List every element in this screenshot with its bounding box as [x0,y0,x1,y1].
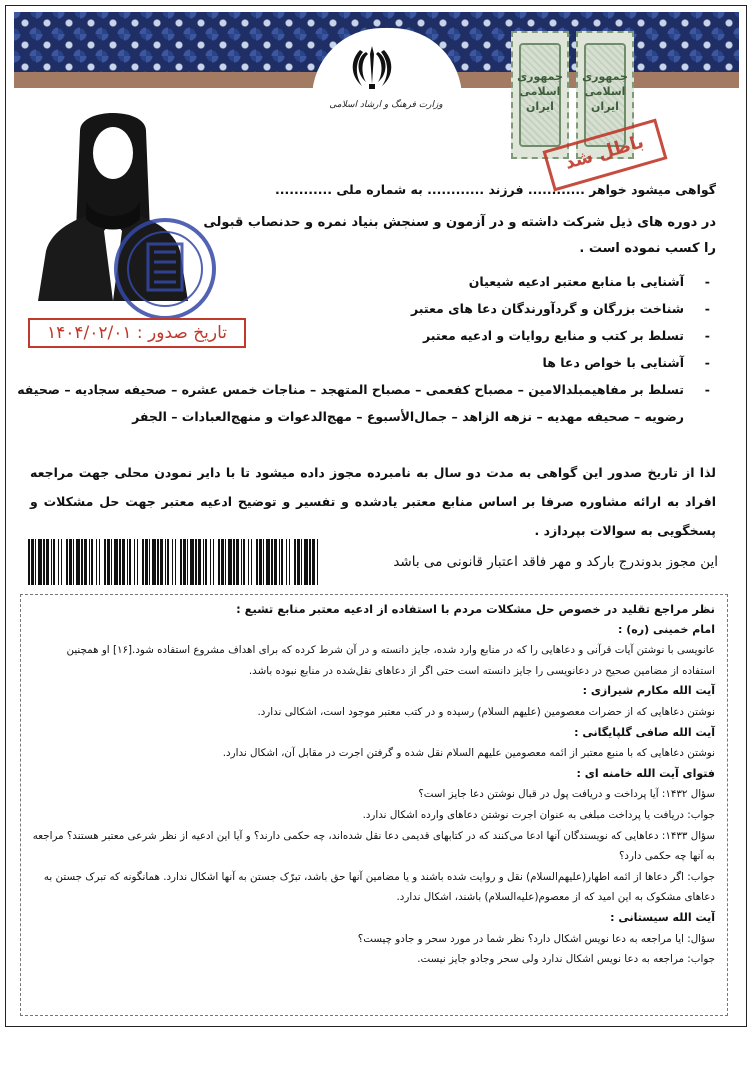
barcode-bar [172,539,173,585]
barcode-bar [134,539,135,585]
barcode-bar [31,539,34,585]
barcode-bar [129,539,131,585]
barcode-bar [167,539,169,585]
barcode-bar [233,539,235,585]
stamp-text: جمهوری اسلامی ایران [517,70,563,113]
barcode-bar [104,539,106,585]
barcode-bar [84,539,87,585]
barcode-bar [61,539,62,585]
barcode-bar [165,539,166,585]
barcode-bar [180,539,182,585]
barcode-bar [286,539,287,585]
barcode-bar [187,539,188,585]
barcode-bar [160,539,163,585]
fatwas-content [31,599,715,970]
barcode-bar [213,539,214,585]
barcode-bar [28,539,30,585]
authority-name: امام خمینی (ره) : [618,622,715,636]
barcode-bar [142,539,144,585]
certificate-page [5,5,747,1027]
ministry-name: وزارت فرهنگ و ارشاد اسلامی [329,100,443,110]
barcode-bar [221,539,224,585]
barcode-bar [294,539,296,585]
fatwa-question: سؤال ۱۴۳۲: آیا پرداخت و دریافت پول در قبال نوشتن دعا جایز است؟ [418,788,715,801]
postage-stamp [511,31,569,159]
cancelled-stamp: باطل شد [542,119,667,192]
barcode-bar [58,539,59,585]
authority-name: آیت الله سیستانی : [610,910,715,924]
barcode-bar [228,539,232,585]
barcode-bar [91,539,93,585]
barcode-bar [149,539,150,585]
barcode-bar [271,539,273,585]
barcode-bar [241,539,242,585]
skill-item: - تسلط بر مفاهیمبلدالامین – مصباح کفعمی – مصباح المتهجد – مناجات خمس عشره – صحیفه سجادیه – صحیفه رضویه – صحیفه مهدیه – نزهه الزاهد – جمال‌الأسبوع – مهج‌الدعوات و منهج‌العبادات – الجفر [16,376,716,430]
fatwa-answer: جواب: مراجعه به دعا نویس اشکال ندارد ولی سحر وجادو جایز نیست. [417,953,715,966]
skills-list [16,268,716,430]
barcode-bar [73,539,74,585]
barcode-bar [127,539,128,585]
fatwa-question: سؤال ۱۴۳۳: دعاهایی که نویسندگان آنها ادعا می‌کنند که در کتابهای قدیمی دعا نقل شده‌اند، چه حکمی دارند؟ و آیا این ادعیه از نظر شرعی معتبر هستند؟ مراجعه به آنها چه حکمی دارد؟ [32,829,715,863]
barcode [26,539,322,585]
fatwa-answer: جواب: اگر دعاها از ائمه اطهار(علیهم‌السلام) نقل و روایت شده باشند و یا مضامین آنها حق باشد، تبرّک جستن به آنها اشکال ندارد. همانگونه که تبرک جستن به دعاهای مشکوک به این امید که از معصوم(علیه‌السلام) باشند، اشکال ندارد. [43,870,715,904]
barcode-bar [69,539,72,585]
issue-date: تاریخ صدور : ۱۴۰۴/۰۲/۰۱ [28,318,246,348]
barcode-bar [195,539,197,585]
barcode-bar [38,539,42,585]
barcode-bar [66,539,68,585]
barcode-bar [263,539,264,585]
barcode-bar [198,539,201,585]
barcode-bar [46,539,49,585]
fatwa-question: سؤال: ایا مراجعه به دعا نویس اشکال دارد؟ نظر شما در مورد سحر و جادو چیست؟ [357,932,715,945]
barcode-bar [96,539,97,585]
barcode-bar [274,539,277,585]
skill-item: - آشنایی با منابع معتبر ادعیه شیعیان [16,268,716,295]
skill-item: - تسلط بر کتب و منابع روایات و ادعیه معتبر [16,322,716,349]
barcode-bar [43,539,45,585]
iran-emblem-icon [352,44,392,90]
barcode-bar [251,539,252,585]
barcode-bar [225,539,226,585]
barcode-bar [53,539,55,585]
authority-name: آیت الله صافی گلپایگانی : [574,725,715,739]
barcode-bar [122,539,125,585]
barcode-bar [243,539,245,585]
barcode-bar [205,539,207,585]
barcode-bar [281,539,283,585]
fatwa-text: عانویسی با نوشتن آیات قرآنی و دعاهایی را که در منابع وارد شده، جایز دانسته و در آن شرط کرده که برای اهداف مشروع استفاده شود.[۱۶] او همچنین استفاده از مضامین صحیح در دعانویسی را جایز دانسته است حتی اگر از دعاهای نقل‌شده در منابع نبوده باشد. [66,644,715,677]
barcode-bar [183,539,186,585]
skill-item: - آشنایی با خواص دعا ها [16,349,716,376]
barcode-bar [259,539,262,585]
barcode-bar [266,539,270,585]
fatwas-box [20,594,728,1016]
barcode-bar [114,539,118,585]
stamp-text: جمهوری اسلامی ایران [582,70,628,113]
fatwa-text: نوشتن دعاهایی که با منبع معتبر از ائمه معصومین علیهم السلام نقل شده و گرفتن اجرت در مقابل آن، اشکال ندارد. [222,747,715,760]
authority-name: آیت الله مکارم شیرازی : [582,684,715,698]
skill-item: - شناخت بزرگان و گردآورندگان دعا های معتبر [16,295,716,322]
barcode-bar [51,539,52,585]
fatwas-title: نظر مراجع تقلید در خصوص حل مشکلات مردم با استفاده از ادعیه معتبر منابع تشیع : [236,602,715,616]
barcode-bar [175,539,176,585]
barcode-bar [137,539,138,585]
barcode-bar [111,539,112,585]
barcode-bar [256,539,258,585]
fatwa-text: نوشتن دعاهایی که از حضرات معصومین (علیهم السلام) رسیده و در کتب معتبر موجود است، اشکالی ندارد. [257,705,715,718]
barcode-bar [76,539,80,585]
certificate-statement: در دوره های ذیل شرکت داشته و در آزمون و سنجش بنیاد نمره و حدنصاب قبولی را کسب نموده است . [203,215,716,256]
barcode-bar [107,539,110,585]
validity-statement: لذا از تاریخ صدور این گواهی به مدت دو سال به نامبرده مجوز داده میشود تا با دایر نمودن محلی جهت مراجعه افراد به ارائه مشاوره صرفا بر اساس منابع معتبر یادشده و تفسیر و توضیح ادعیه معتبر جهت حل مشکلات و پسخگویی به سوالات بپردازد . [30,465,716,538]
barcode-bar [248,539,249,585]
barcode-bar [81,539,83,585]
barcode-bar [152,539,156,585]
barcode-bar [190,539,194,585]
barcode-bar [279,539,280,585]
authority-name: فتوای آیت الله خامنه ای : [576,766,715,780]
barcode-bar [89,539,90,585]
barcode-bar [157,539,159,585]
barcode-bar [218,539,220,585]
barcode-bar [145,539,148,585]
barcode-bar [99,539,100,585]
barcode-bar [236,539,239,585]
barcode-note: این مجوز بدوندرج بارکد و مهر فاقد اعتبار قانونی می باشد [393,554,718,570]
barcode-bar [203,539,204,585]
barcode-bar [35,539,36,585]
barcode-bar [119,539,121,585]
barcode-bar [289,539,290,585]
fatwa-answer: جواب: دریافت یا پرداخت مبلغی به عنوان اجرت نوشتن دعاهای وارده اشکال ندارد. [362,808,715,821]
certificate-intro: گواهی میشود خواهر ............ فرزند ............ به شماره ملی ............ [275,182,716,197]
barcode-bar [210,539,211,585]
